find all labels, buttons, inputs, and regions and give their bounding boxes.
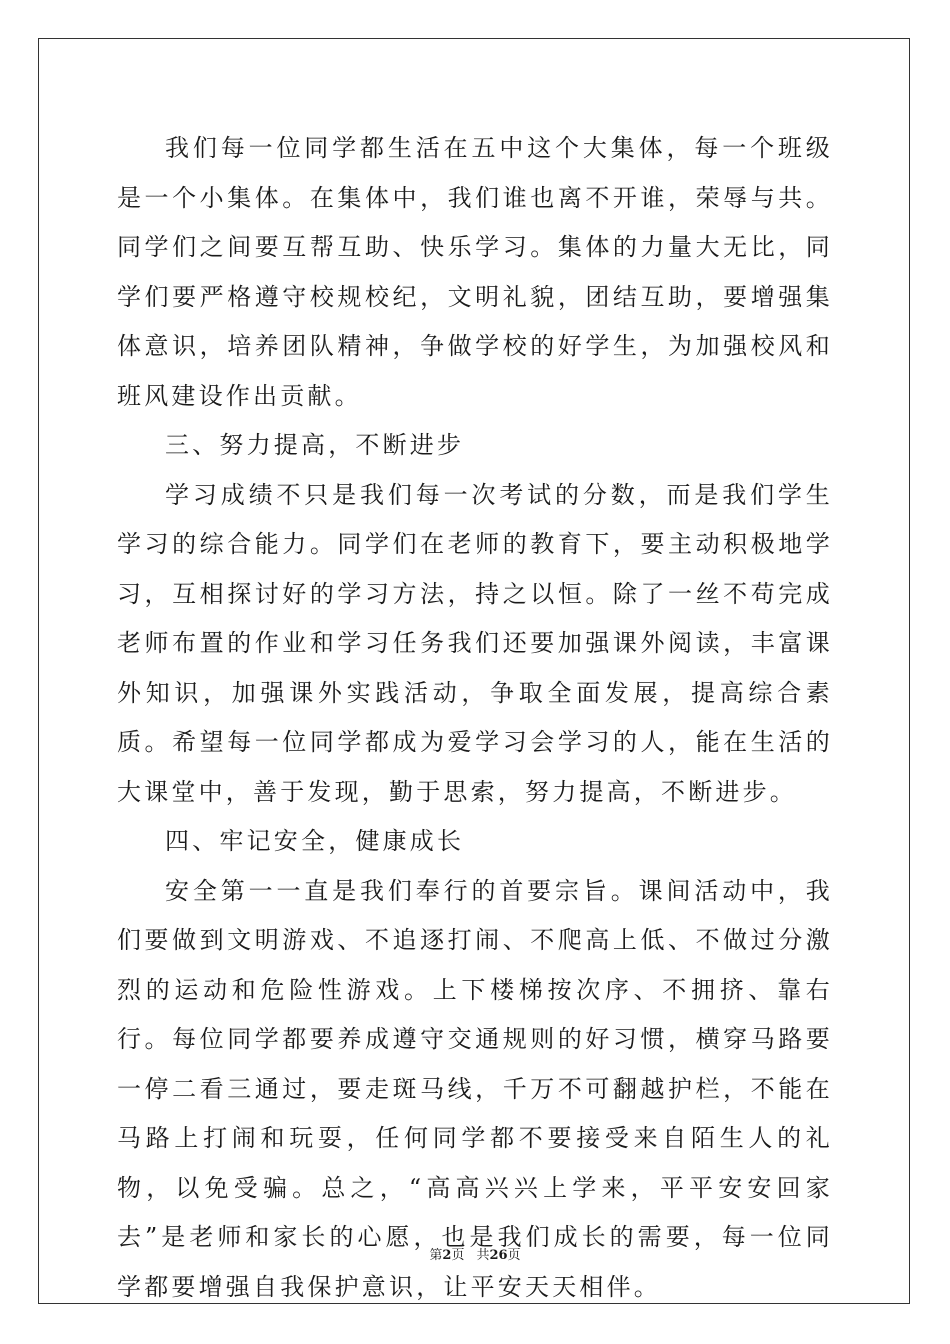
paragraph-progress: 学习成绩不只是我们每一次考试的分数，而是我们学生学习的综合能力。同学们在老师的教育下，要主动积极地学习，互相探讨好的学习方法，持之以恒。除了一丝不苟完成老师布置的作业和学习任务我们还要加强课外阅读，丰富课外知识，加强课外实践活动，争取全面发展，提高综合素质。希望每一位同学都成为爱学习会学习的人，能在生活的大课堂中，善于发现，勤于思索，努力提高，不断进步。 — [117, 480, 833, 806]
page-suffix: 页 — [451, 1248, 465, 1263]
page-prefix: 第 — [429, 1248, 443, 1263]
page-footer — [0, 1244, 950, 1263]
paragraph-collective: 我们每一位同学都生活在五中这个大集体，每一个班级是一个小集体。在集体中，我们谁也离不开谁，荣辱与共。同学们之间要互帮互助、快乐学习。集体的力量大无比，同学们要严格遵守校规校纪，文明礼貌，团结互助，要增强集体意识，培养团队精神，争做学校的好学生，为加强校风和班风建设作出贡献。 — [117, 134, 833, 410]
document-body — [117, 124, 833, 1312]
total-suffix: 页 — [507, 1248, 521, 1263]
paragraph-safety: 安全第一一直是我们奉行的首要宗旨。课间活动中，我们要做到文明游戏、不追逐打闹、不爬高上低、不做过分激烈的运动和危险性游戏。上下楼梯按次序、不拥挤、靠右行。每位同学都要养成遵守交通规则的好习惯，横穿马路要一停二看三通过，要走斑马线，千万不可翻越护栏，不能在马路上打闹和玩耍，任何同学都不要接受来自陌生人的礼物，以免受骗。总之，“高高兴兴上学来，平平安安回家去”是老师和家长的心愿，也是我们成长的需要，每一位同学都要增强自我保护意识，让平安天天相伴。 — [117, 876, 833, 1301]
total-pages: 26 — [489, 1248, 508, 1263]
page-number: 2 — [442, 1248, 452, 1263]
section-heading-safety: 四、牢记安全，健康成长 — [165, 827, 465, 855]
section-heading-progress: 三、努力提高，不断进步 — [165, 431, 465, 459]
total-prefix: 共 — [476, 1248, 490, 1263]
